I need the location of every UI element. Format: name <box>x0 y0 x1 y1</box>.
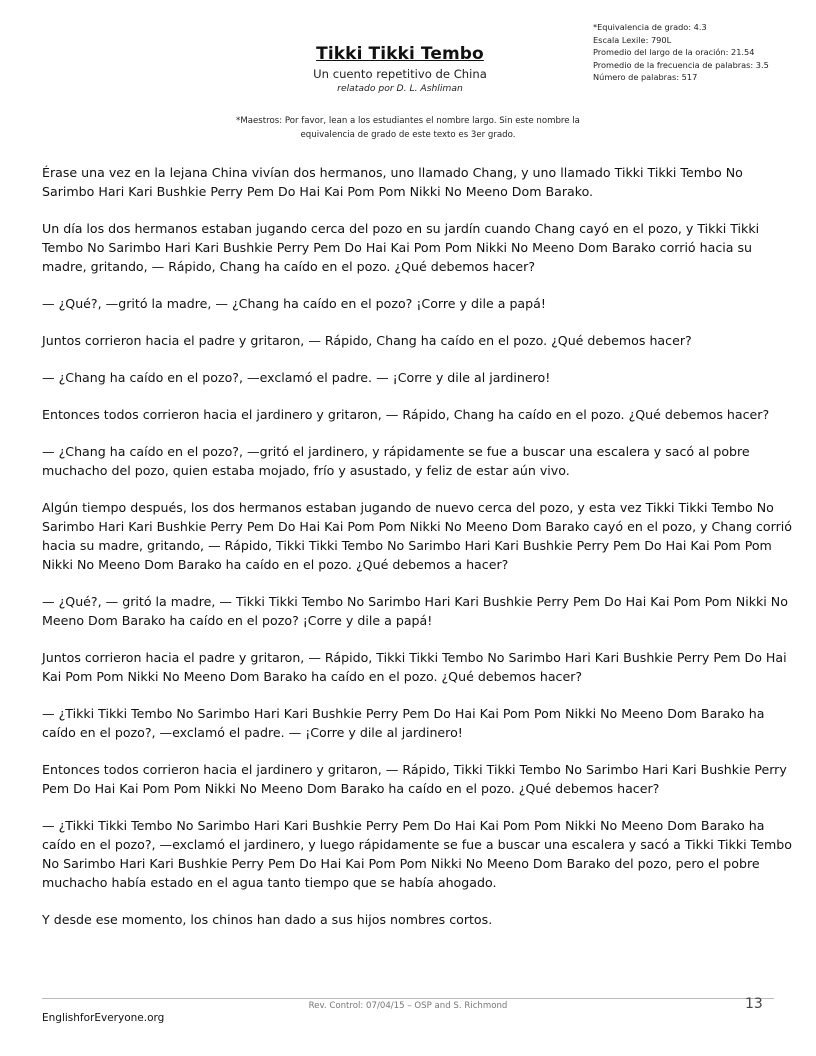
reading-stats <box>593 21 769 84</box>
paragraph: — ¿Tikki Tikki Tembo No Sarimbo Hari Kari Bushkie Perry Pem Do Hai Kai Pom Pom Nikki No Meeno Dom Barako ha caído en el pozo?, —exclamó el jardinero, y luego rápidamente se fue a buscar una escalera y sacó a Tikki Tikki Tembo No Sarimbo Hari Kari Bushkie Perry Pem Do Hai Kai Pom Pom Nikki No Meeno Dom Barako del pozo, pero el pobre muchacho había estado en el agua tanto tiempo que se había ahogado. <box>42 818 792 890</box>
paragraph: Entonces todos corrieron hacia el jardinero y gritaron, — Rápido, Tikki Tikki Tembo No Sarimbo Hari Kari Bushkie Perry Pem Do Hai Kai Pom Pom Nikki No Meeno Dom Barako ha caído en el pozo. ¿Qué debemos hacer? <box>42 762 787 796</box>
paragraph: Juntos corrieron hacia el padre y gritaron, — Rápido, Chang ha caído en el pozo. ¿Qué debemos hacer? <box>42 333 692 348</box>
paragraph: — ¿Qué?, —gritó la madre, — ¿Chang ha caído en el pozo? ¡Corre y dile a papá! <box>42 296 546 311</box>
site-name: EnglishforEveryone.org <box>42 1012 165 1024</box>
paragraph: — ¿Chang ha caído en el pozo?, —gritó el jardinero, y rápidamente se fue a buscar una escalera y sacó al pobre muchacho del pozo, quien estaba mojado, frío y asustado, y feliz de estar aún vivo. <box>42 444 750 478</box>
page-number: 13 <box>745 996 763 1012</box>
teacher-note: *Maestros: Por favor, lean a los estudiantes el nombre largo. Sin este nombre la equivalencia de grado de este texto es 3er grado. <box>236 116 580 140</box>
byline: relatado por D. L. Ashliman <box>337 83 463 94</box>
paragraph: Algún tiempo después, los dos hermanos estaban jugando de nuevo cerca del pozo, y esta vez Tikki Tikki Tembo No Sarimbo Hari Kari Bushkie Perry Pem Do Hai Kai Pom Pom Nikki No Meeno Dom Barako cayó en el pozo, y Chang corrió hacia su madre, gritando, — Rápido, Tikki Tikki Tembo No Sarimbo Hari Kari Bushkie Perry Pem Do Hai Kai Pom Pom Nikki No Meeno Dom Barako ha caído en el pozo. ¿Qué debemos a hacer? <box>42 500 792 572</box>
paragraph: Érase una vez en la lejana China vivían dos hermanos, uno llamado Chang, y uno llamado Tikki Tikki Tembo No Sarimbo Hari Kari Bushkie Perry Pem Do Hai Kai Pom Pom Nikki No Meeno Dom Barako. <box>42 165 743 199</box>
stat-grade-equivalence: *Equivalencia de grado: 4.3 <box>593 22 707 32</box>
paragraph: — ¿Qué?, — gritó la madre, — Tikki Tikki Tembo No Sarimbo Hari Kari Bushkie Perry Pem Do Hai Kai Pom Pom Nikki No Meeno Dom Barako ha caído en el pozo? ¡Corre y dile a papá! <box>42 594 788 628</box>
stat-word-frequency: Promedio de la frecuencia de palabras: 3.5 <box>593 59 769 70</box>
stat-lexile: Escala Lexile: 790L <box>593 34 672 45</box>
paragraph: Juntos corrieron hacia el padre y gritaron, — Rápido, Tikki Tikki Tembo No Sarimbo Hari Kari Bushkie Perry Pem Do Hai Kai Pom Pom Nikki No Meeno Dom Barako ha caído en el pozo. ¿Qué debemos hacer? <box>42 650 787 684</box>
stat-word-count: Número de palabras: 517 <box>593 72 698 83</box>
paragraph: Entonces todos corrieron hacia el jardinero y gritaron, — Rápido, Chang ha caído en el pozo. ¿Qué debemos hacer? <box>42 407 770 422</box>
revision-control: Rev. Control: 07/04/15 – OSP and S. Richmond <box>308 1001 508 1011</box>
paragraph: — ¿Tikki Tikki Tembo No Sarimbo Hari Kari Bushkie Perry Pem Do Hai Kai Pom Pom Nikki No Meeno Dom Barako ha caído en el pozo?, —exclamó el padre. — ¡Corre y dile al jardinero! <box>42 706 765 740</box>
page-title: Tikki Tikki Tembo <box>316 44 484 64</box>
paragraph: Un día los dos hermanos estaban jugando cerca del pozo en su jardín cuando Chang cayó en el pozo, y Tikki Tikki Tembo No Sarimbo Hari Kari Bushkie Perry Pem Do Hai Kai Pom Pom Nikki No Meeno Dom Barako corrió hacia su madre, gritando, — Rápido, Chang ha caído en el pozo. ¿Qué debemos hacer? <box>42 221 760 274</box>
footer-divider <box>42 998 774 999</box>
subtitle: Un cuento repetitivo de China <box>313 67 487 81</box>
paragraph: — ¿Chang ha caído en el pozo?, —exclamó el padre. — ¡Corre y dile al jardinero! <box>42 370 551 385</box>
stat-sentence-length: Promedio del largo de la oración: 21.54 <box>593 47 755 58</box>
story-header <box>190 44 610 94</box>
paragraph: Y desde ese momento, los chinos han dado a sus hijos nombres cortos. <box>42 912 493 927</box>
story-body <box>42 163 794 947</box>
